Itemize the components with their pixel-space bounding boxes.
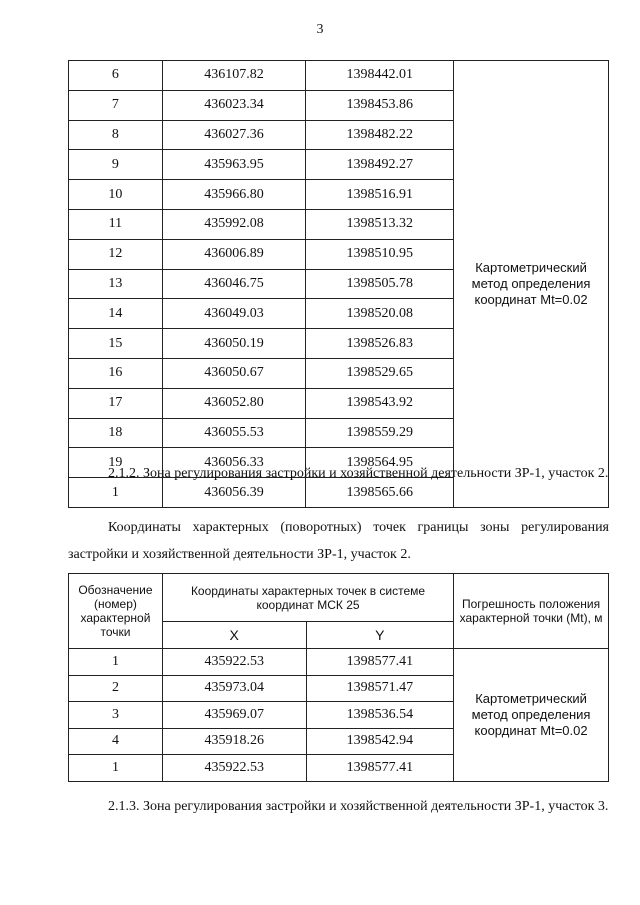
header-point-designation: Обозначение (номер) характерной точки: [69, 574, 163, 649]
x-coordinate-cell: 436027.36: [162, 120, 306, 150]
point-number-cell: 1: [69, 755, 163, 782]
x-coordinate-cell: 436052.80: [162, 388, 306, 418]
coordinates-caption: Координаты характерных (поворотных) точек границы зоны регулирования застройки и хозяйственной деятельности ЗР-1, участок 2.: [68, 520, 609, 562]
point-number-cell: 3: [69, 702, 163, 729]
x-coordinate-cell: 436056.39: [162, 478, 306, 508]
x-coordinate-cell: 436006.89: [162, 239, 306, 269]
y-coordinate-cell: 1398516.91: [306, 180, 454, 210]
y-coordinate-cell: 1398577.41: [306, 755, 454, 782]
point-number-cell: 14: [69, 299, 163, 329]
x-coordinate-cell: 436046.75: [162, 269, 306, 299]
header-error: Погрешность положения характерной точки (Mt), м: [454, 574, 609, 649]
header-x: X: [162, 622, 306, 649]
point-number-cell: 11: [69, 209, 163, 239]
coordinates-table-continued: [68, 60, 609, 508]
point-number-cell: 12: [69, 239, 163, 269]
x-coordinate-cell: 435922.53: [162, 649, 306, 676]
page-number: 3: [316, 22, 324, 37]
table-row: [69, 649, 609, 676]
y-coordinate-cell: 1398442.01: [306, 61, 454, 91]
y-coordinate-cell: 1398505.78: [306, 269, 454, 299]
y-coordinate-cell: 1398565.66: [306, 478, 454, 508]
x-coordinate-cell: 436049.03: [162, 299, 306, 329]
y-coordinate-cell: 1398536.54: [306, 702, 454, 729]
point-number-cell: 17: [69, 388, 163, 418]
y-coordinate-cell: 1398529.65: [306, 358, 454, 388]
section-heading-2-1-3: 2.1.3. Зона регулирования застройки и хозяйственной деятельности ЗР-1, участок 3.: [108, 799, 609, 814]
table-row: [69, 61, 609, 91]
y-coordinate-cell: 1398526.83: [306, 329, 454, 359]
point-number-cell: 9: [69, 150, 163, 180]
x-coordinate-cell: 436055.53: [162, 418, 306, 448]
point-number-cell: 6: [69, 61, 163, 91]
x-coordinate-cell: 435992.08: [162, 209, 306, 239]
y-coordinate-cell: 1398510.95: [306, 239, 454, 269]
point-number-cell: 2: [69, 675, 163, 702]
y-coordinate-cell: 1398543.92: [306, 388, 454, 418]
point-number-cell: 18: [69, 418, 163, 448]
y-coordinate-cell: 1398482.22: [306, 120, 454, 150]
header-y: Y: [306, 622, 454, 649]
x-coordinate-cell: 436050.67: [162, 358, 306, 388]
y-coordinate-cell: 1398520.08: [306, 299, 454, 329]
y-coordinate-cell: 1398453.86: [306, 90, 454, 120]
point-number-cell: 1: [69, 649, 163, 676]
x-coordinate-cell: 435918.26: [162, 728, 306, 755]
y-coordinate-cell: 1398577.41: [306, 649, 454, 676]
point-number-cell: 8: [69, 120, 163, 150]
x-coordinate-cell: 436056.33: [162, 448, 306, 478]
x-coordinate-cell: 436050.19: [162, 329, 306, 359]
y-coordinate-cell: 1398492.27: [306, 150, 454, 180]
y-coordinate-cell: 1398559.29: [306, 418, 454, 448]
coordinates-table-plot-2: [68, 573, 609, 782]
y-coordinate-cell: 1398564.95: [306, 448, 454, 478]
y-coordinate-cell: 1398571.47: [306, 675, 454, 702]
point-number-cell: 15: [69, 329, 163, 359]
point-number-cell: 13: [69, 269, 163, 299]
x-coordinate-cell: 435963.95: [162, 150, 306, 180]
method-note-cell: Картометрический метод определения координат Mt=0.02: [454, 649, 609, 782]
x-coordinate-cell: 436023.34: [162, 90, 306, 120]
point-number-cell: 4: [69, 728, 163, 755]
point-number-cell: 1: [69, 478, 163, 508]
x-coordinate-cell: 436107.82: [162, 61, 306, 91]
method-note-cell: Картометрический метод определения координат Mt=0.02: [454, 61, 609, 508]
point-number-cell: 16: [69, 358, 163, 388]
section-heading-2-1-2: 2.1.2. Зона регулирования застройки и хозяйственной деятельности ЗР-1, участок 2.: [108, 466, 609, 481]
point-number-cell: 10: [69, 180, 163, 210]
y-coordinate-cell: 1398542.94: [306, 728, 454, 755]
x-coordinate-cell: 435973.04: [162, 675, 306, 702]
point-number-cell: 19: [69, 448, 163, 478]
x-coordinate-cell: 435922.53: [162, 755, 306, 782]
x-coordinate-cell: 435966.80: [162, 180, 306, 210]
point-number-cell: 7: [69, 90, 163, 120]
header-coordinates: Координаты характерных точек в системе координат МСК 25: [162, 574, 453, 622]
y-coordinate-cell: 1398513.32: [306, 209, 454, 239]
x-coordinate-cell: 435969.07: [162, 702, 306, 729]
